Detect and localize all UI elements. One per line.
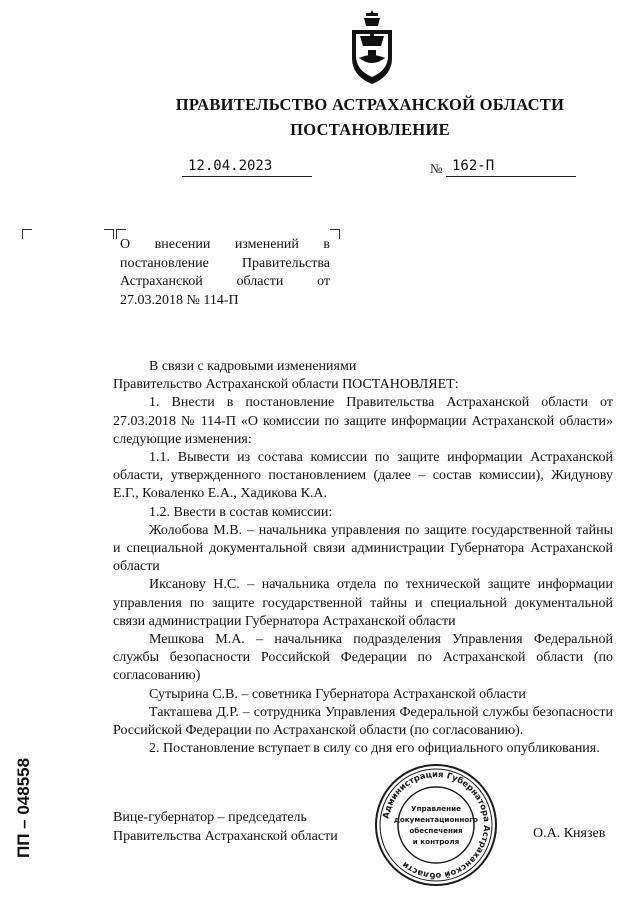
stamp-center-line2: документационного <box>394 815 478 824</box>
body-paragraph: Сутырина С.В. – советника Губернатора Астраханской области <box>149 686 526 702</box>
body-paragraph: Мешкова М.А. – начальника подразделения Управления Федеральной службы безопасности Российской Федерации по Астраханской области (по согласованию) <box>113 632 613 684</box>
document-type: ПОСТАНОВЛЕНИЕ <box>290 120 450 139</box>
signatory-name: О.А. Князев <box>533 826 606 841</box>
stamp-center-line1: Управление <box>410 804 462 813</box>
signatory-position <box>113 808 338 846</box>
body-paragraph: Такташева Д.Р. – сотрудника Управления Федеральной службы безопасности Российской Федерации по Астраханской области (по согласованию). <box>113 704 613 739</box>
body-paragraph: 1.2. Ввести в состав комиссии: <box>149 504 333 520</box>
signatory-position-line2: Правительства Астраханской области <box>113 829 338 844</box>
body-paragraph: 2. Постановление вступает в силу со дня его официального опубликования. <box>149 741 600 757</box>
stamp-ring-text: Администрация Губернатора Астраханской области <box>380 768 493 882</box>
serial-number-text: ПП – 048558 <box>14 757 33 858</box>
body-paragraph: Жолобова М.В. – начальника управления по защите государственной тайны и специальной документальной связи администрации Губернатора Астраханской области <box>113 522 613 575</box>
document-subject: О внесении изменений в постановление Правительства Астраханской области от 27.03.2018 № 114-П <box>120 237 330 308</box>
body-paragraph: 1.1. Вывести из состава комиссии по защите информации Астраханской области, утвержденного постановлением (далее – состав комиссии), Жидунову Е.Г., Коваленко Е.А., Хадикова К.А. <box>113 450 613 502</box>
document-number: 162-П <box>452 158 495 174</box>
government-title: ПРАВИТЕЛЬСТВО АСТРАХАНСКОЙ ОБЛАСТИ <box>175 95 565 114</box>
body-paragraph: Правительство Астраханской области ПОСТАНОВЛЯЕТ: <box>113 377 459 393</box>
body-paragraph: Иксанову Н.С. – начальника отдела по технической защите информации управления по защите государственной тайны и специальной документальной связи администрации Губернатора Астраханской области <box>113 577 613 629</box>
corner-mark-subject-right <box>330 229 340 239</box>
body-paragraph: 1. Внести в постановление Правительства Астраханской области от 27.03.2018 № 114-П «О комиссии по защите информации Астраханской области» следующие изменения: <box>113 395 613 447</box>
corner-mark-left-outer <box>22 229 32 239</box>
date-underline <box>182 176 312 177</box>
stamp-center-line3: обеспечения <box>409 826 463 835</box>
signatory-position-line1: Вице-губернатор – председатель <box>113 810 307 825</box>
body-paragraph: В связи с кадровыми изменениями <box>149 359 357 374</box>
document-body <box>113 358 613 758</box>
coat-of-arms-emblem <box>346 8 398 86</box>
stamp-center-line4: и контроля <box>412 837 460 846</box>
number-sign: № <box>430 161 443 176</box>
document-date: 12.04.2023 <box>188 158 273 174</box>
official-stamp <box>374 763 498 887</box>
number-underline <box>446 176 576 177</box>
serial-number <box>2 720 42 860</box>
corner-mark-left-inner <box>104 229 114 239</box>
